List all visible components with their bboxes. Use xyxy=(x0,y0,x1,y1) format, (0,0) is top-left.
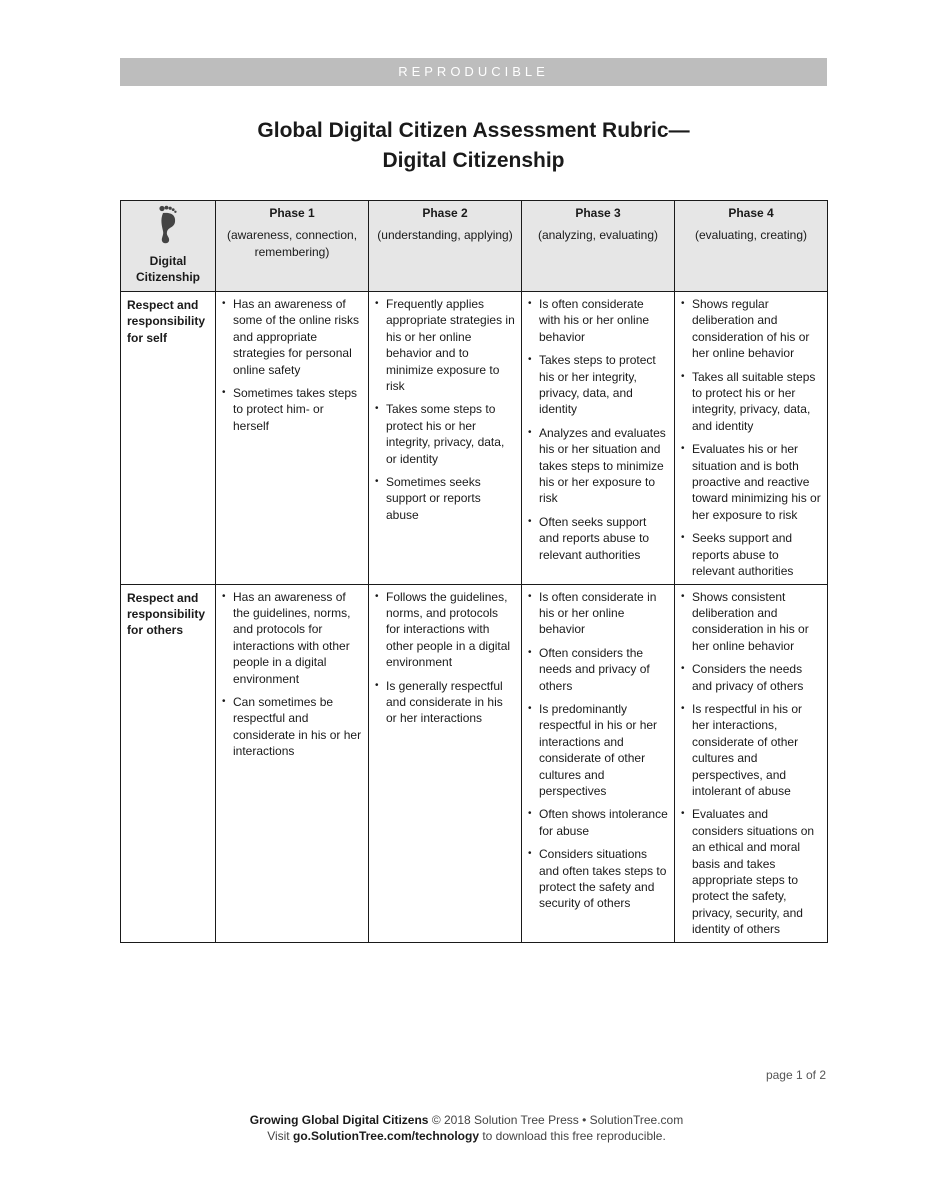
phase-name: Phase 2 xyxy=(422,206,468,220)
criterion-item: • Is predominantly respectful in his or her interactions and considerate of other cultures and perspectives xyxy=(528,701,668,799)
rubric-cell xyxy=(675,292,828,585)
rubric-row-others xyxy=(121,584,828,942)
criterion-item: • Evaluates and considers situations on an ethical and moral basis and takes appropriate steps to protect the safety, privacy, security, and identity of others xyxy=(681,806,821,937)
criterion-item: • Considers the needs and privacy of others xyxy=(681,661,821,694)
phase-header-4 xyxy=(675,201,828,292)
rubric-cell xyxy=(216,292,369,585)
row-label: Respect and responsibility for self xyxy=(121,292,216,585)
criterion-item: • Often shows intolerance for abuse xyxy=(528,806,668,839)
footer-line-1 xyxy=(0,1112,933,1128)
rubric-cell xyxy=(369,292,522,585)
criterion-item: • Often considers the needs and privacy of others xyxy=(528,645,668,694)
rubric-cell xyxy=(216,584,369,942)
phase-name: Phase 3 xyxy=(575,206,621,220)
criterion-item: • Can sometimes be respectful and considerate in his or her interactions xyxy=(222,694,362,760)
criterion-item: • Shows consistent deliberation and consideration in his or her online behavior xyxy=(681,589,821,655)
rubric-cell xyxy=(675,584,828,942)
phase-description: (evaluating, creating) xyxy=(694,228,808,243)
rubric-row-self xyxy=(121,292,828,585)
criterion-item: • Often seeks support and reports abuse to relevant authorities xyxy=(528,514,668,563)
book-title: Growing Global Digital Citizens xyxy=(249,1113,429,1127)
footprint-icon xyxy=(157,205,179,245)
criterion-item: • Has an awareness of some of the online risks and appropriate strategies for personal online safety xyxy=(222,296,362,378)
copyright-text: © 2018 Solution Tree Press • SolutionTree.com xyxy=(431,1113,684,1127)
criterion-item: • Evaluates his or her situation and is both proactive and reactive toward minimizing his or her exposure to risk xyxy=(681,441,821,523)
criterion-item: • Shows regular deliberation and consideration of his or her online behavior xyxy=(681,296,821,362)
rubric-cell xyxy=(522,292,675,585)
title-line-2: Digital Citizenship xyxy=(382,149,565,172)
rubric-cell xyxy=(369,584,522,942)
phase-name: Phase 1 xyxy=(269,206,315,220)
corner-label: Digital Citizenship xyxy=(135,254,200,284)
criterion-item: • Seeks support and reports abuse to relevant authorities xyxy=(681,530,821,579)
phase-header-2 xyxy=(369,201,522,292)
criterion-item: • Follows the guidelines, norms, and protocols for interactions with other people in a digital environment xyxy=(375,589,515,671)
criterion-item: • Takes steps to protect his or her integrity, privacy, data, and identity xyxy=(528,352,668,418)
download-link[interactable]: go.SolutionTree.com/technology xyxy=(292,1129,479,1143)
row-label: Respect and responsibility for others xyxy=(121,584,216,942)
criterion-item: • Takes some steps to protect his or her integrity, privacy, data, or identity xyxy=(375,401,515,467)
criterion-item: • Analyzes and evaluates his or her situation and takes steps to minimize his or her exposure to risk xyxy=(528,425,668,507)
visit-suffix: to download this free reproducible. xyxy=(482,1129,666,1143)
criterion-item: • Is often considerate with his or her online behavior xyxy=(528,296,668,345)
criterion-item: • Sometimes seeks support or reports abuse xyxy=(375,474,515,523)
criterion-item: • Takes all suitable steps to protect his or her integrity, privacy, data, and identity xyxy=(681,369,821,435)
criterion-item: • Frequently applies appropriate strategies in his or her online behavior and to minimize exposure to risk xyxy=(375,296,515,394)
page-number: page 1 of 2 xyxy=(765,1068,826,1082)
phase-description: (awareness, connection, remembering) xyxy=(226,228,358,259)
criterion-item: • Is often considerate in his or her online behavior xyxy=(528,589,668,638)
phase-description: (understanding, applying) xyxy=(377,228,513,243)
phase-description: (analyzing, evaluating) xyxy=(537,228,659,243)
criterion-item: • Considers situations and often takes steps to protect the safety and security of others xyxy=(528,846,668,912)
criterion-item: • Sometimes takes steps to protect him- or herself xyxy=(222,385,362,434)
rubric-cell xyxy=(522,584,675,942)
phase-name: Phase 4 xyxy=(728,206,774,220)
criterion-item: • Has an awareness of the guidelines, norms, and protocols for interactions with other people in a digital environment xyxy=(222,589,362,687)
visit-prefix: Visit xyxy=(267,1129,290,1143)
header-row xyxy=(121,201,828,292)
rubric-table xyxy=(120,200,828,943)
page-footer xyxy=(0,1112,933,1144)
title-line-1: Global Digital Citizen Assessment Rubric— xyxy=(257,119,690,142)
reproducible-banner: REPRODUCIBLE xyxy=(120,58,827,86)
phase-header-1 xyxy=(216,201,369,292)
criterion-item: • Is respectful in his or her interactions, considerate of other cultures and perspectives, and intolerant of abuse xyxy=(681,701,821,799)
footer-line-2 xyxy=(0,1128,933,1144)
phase-header-3 xyxy=(522,201,675,292)
criterion-item: • Is generally respectful and considerate in his or her interactions xyxy=(375,678,515,727)
page-title xyxy=(120,116,827,176)
corner-header-cell xyxy=(121,201,216,292)
